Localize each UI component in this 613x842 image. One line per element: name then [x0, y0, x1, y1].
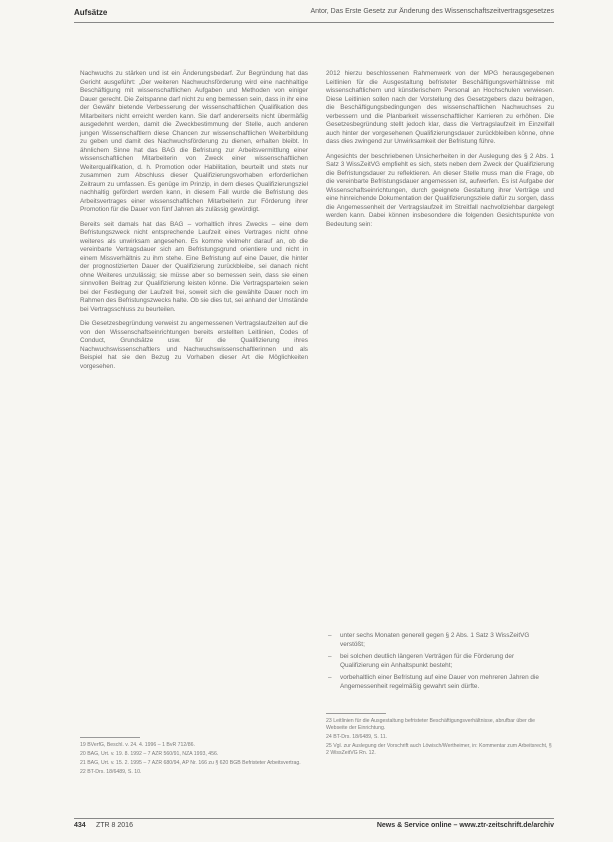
footer-divider [74, 818, 554, 819]
footnotes-left [80, 742, 308, 778]
paragraph: Bereits seit damals hat das BAG – vorhaltlich ihres Zwecks – eine dem Befristungszweck nicht entsprechende Laufzeit eines Vertrages nicht ohne weiteres als unwirksam angesehen. Es komme vielmehr darauf an, ob die vereinbarte Vertragsdauer sich am Befristungsgrund orientiere und nicht in einem Missverhältnis zu ihm stehe. Eine Befristung auf eine Dauer, die hinter der prognostizierten Dauer der Qualifizierung zurückbleibe, sei danach nicht ohne Weiteres unzulässig; sie müsse aber so bemessen sein, dass sie einen sinnvollen Beitrag zur Qualifizierung leisten könne. Die Vertragsparteien seien bei der Festlegung der Laufzeit frei, soweit sich die gewählte Dauer noch im Rahmen des Befristungszwecks halte. Ob sie dies tut, sei anhand der Umstände bei Vertragsschluss zu beurteilen. [80, 220, 308, 313]
archive-link[interactable]: News & Service online – www.ztr-zeitschrift.de/archiv [376, 822, 554, 829]
footnotes-right [326, 718, 554, 759]
paragraph: Die Gesetzesbegründung verweist zu angemessenen Vertragslaufzeiten auf die von den Wissenschaftseinrichtungen bereits erstellten Leitlinien, Codes of Conduct, Grundsätze usw. für die Qualifizierung ihres Nachwuchswissenschaftlers und Nachwuchswissenschaftlerinnen und als Beispiel hat sie den Bezug zu Vorhaben dieser Art die Möglichkeiten vorgesehen. [80, 320, 308, 370]
footnote: 24 BT-Drs. 18/6489, S. 11. [326, 734, 388, 740]
paragraph: Nachwuchs zu stärken und ist ein Änderungsbedarf. Zur Begründung hat das Gericht ausgeführt: „Der weiteren Nachwuchsförderung wird eine nachhaltige Beschäftigung mit wissenschaftlichen Aufgaben und Methoden von einiger Dauer gerecht. Die Zeitspanne darf nicht zu eng bemessen sein, dass in ihr eine der Gewähr bietende Verbesserung der wissenschaftlichen Qualifikation des Mitarbeiters nicht erreicht werden kann. Sie darf andererseits nicht übermäßig ausgedehnt werden, damit die Zweckbestimmung der Stelle, auch anderen jungen Wissenschaftlern diese Chancen zur wissenschaftlichen Weiterbildung zu geben und damit des Nachwuchsförderung zu dienen, erhalten bleibt. In ähnlichem Sinne hat das BAG die Befristung zur Arbeitsvermittlung einer wissenschaftlichen Mitarbeiterin von Zweck einer wissenschaftlichen Weiterqualifikation, d. h. Promotion oder Habilitation, beurteilt und stets nur zusammen zum Abschluss dieser Qualifizierungsvorhaben erforderlichen Zeitraum zu umfassen. Es genüge im Prinzip, in dem dieses Qualifizierungsziel nachhaltig gefördert werden kann, in diesem Fall wurde die Befristung des Arbeitsvertrages einer wissenschaftlichen Mitarbeiterin zur Förderung ihrer Promotion für die Dauer von fünf Jahren als zulässig gewürdigt. [80, 70, 308, 213]
page-footer [74, 822, 554, 834]
footnote-divider [80, 737, 140, 738]
list-item: – vorbehaltlich einer Befristung auf eine Dauer von mehreren Jahren die Angemessenheit regelmäßig gewahrt sein dürfte. [326, 674, 554, 691]
right-column [326, 70, 554, 235]
left-column [80, 70, 308, 377]
list-item: – bei solchen deutlich längeren Verträgen für die Förderung der Qualifizierung ein Anhaltspunkt besteht; [326, 653, 554, 670]
running-head: Antor, Das Erste Gesetz zur Änderung des Wissenschaftszeitvertragsgesetzes [310, 8, 554, 15]
paragraph: 2012 hierzu beschlossenen Rahmenwerk von der MPG herausgegebenen Leitlinien für die Ausgestaltung befristeter Beschäftigungsverhältnisse mit wissenschaftlichem und künstlerischem Personal an Hochschulen verwiesen. Diese Leitlinien sollen nach der Vorstellung des Gesetzgebers dazu beitragen, die Beschäftigungsbedingungen des wissenschaftlichen Nachwuchses zu verbessern und die Planbarkeit wissenschaftlicher Karrieren zu erhöhen. Die Gesetzesbegründung stellt jedoch klar, dass die Vertragslaufzeit im Einzelfall auch hinter der vorgesehenen Qualifizierungsdauer zurückbleiben könne, ohne dass dies zwingend zur Unwirksamkeit der Befristung führe. [326, 70, 554, 145]
footnote: 20 BAG, Urt. v. 19. 8. 1992 – 7 AZR 560/91, NZA 1993, 456. [80, 751, 219, 757]
journal-issue: ZTR 8 2016 [96, 822, 133, 829]
footnote: 19 BVerfG, Beschl. v. 24. 4. 1996 – 1 BvR 712/86. [80, 742, 195, 748]
footnote: 21 BAG, Urt. v. 15. 2. 1995 – 7 AZR 680/94, AP Nr. 166 zu § 620 BGB Befristeter Arbeitsvertrag. [80, 760, 301, 766]
section-label: Aufsätze [74, 8, 108, 17]
footnote-divider [326, 713, 386, 714]
header-divider [74, 22, 554, 23]
footnote: 23 Leitlinien für die Ausgestaltung befristeter Beschäftigungsverhältnisse, abrufbar über die Webseite der Einrichtung. [326, 718, 536, 731]
page-number: 434 [74, 822, 86, 829]
bullet-list [326, 632, 554, 695]
footnote: 25 Vgl. zur Auslegung der Vorschrift auch Löwisch/Wertheimer, in: Kommentar zum Arbeitsrecht, § 2 WissZeitVG Rn. 12. [326, 743, 552, 756]
page-header [74, 8, 554, 22]
paragraph: Angesichts der beschriebenen Unsicherheiten in der Auslegung des § 2 Abs. 1 Satz 3 WissZeitVG empfiehlt es sich, stets neben dem Zweck der Qualifizierung die Befristungsdauer zu reflektieren. An dieser Stelle muss man die Frage, ob die vereinbarte Befristungsdauer angemessen ist, aufwerfen. Es ist Aufgabe der Wissenschaftseinrichtungen, durch geeignete Gestaltung ihrer Verträge und eine hinreichende Dokumentation der Qualifizierungsziele dafür zu sorgen, dass die Angemessenheit der Vertragslaufzeit im Streitfall nachvollziehbar dargelegt werden kann. Dabei können insbesondere die folgenden Gesichtspunkte von Bedeutung sein: [326, 152, 554, 228]
footnote: 22 BT-Drs. 18/6489, S. 10. [80, 769, 142, 775]
list-item: – unter sechs Monaten generell gegen § 2 Abs. 1 Satz 3 WissZeitVG verstößt; [326, 632, 554, 649]
